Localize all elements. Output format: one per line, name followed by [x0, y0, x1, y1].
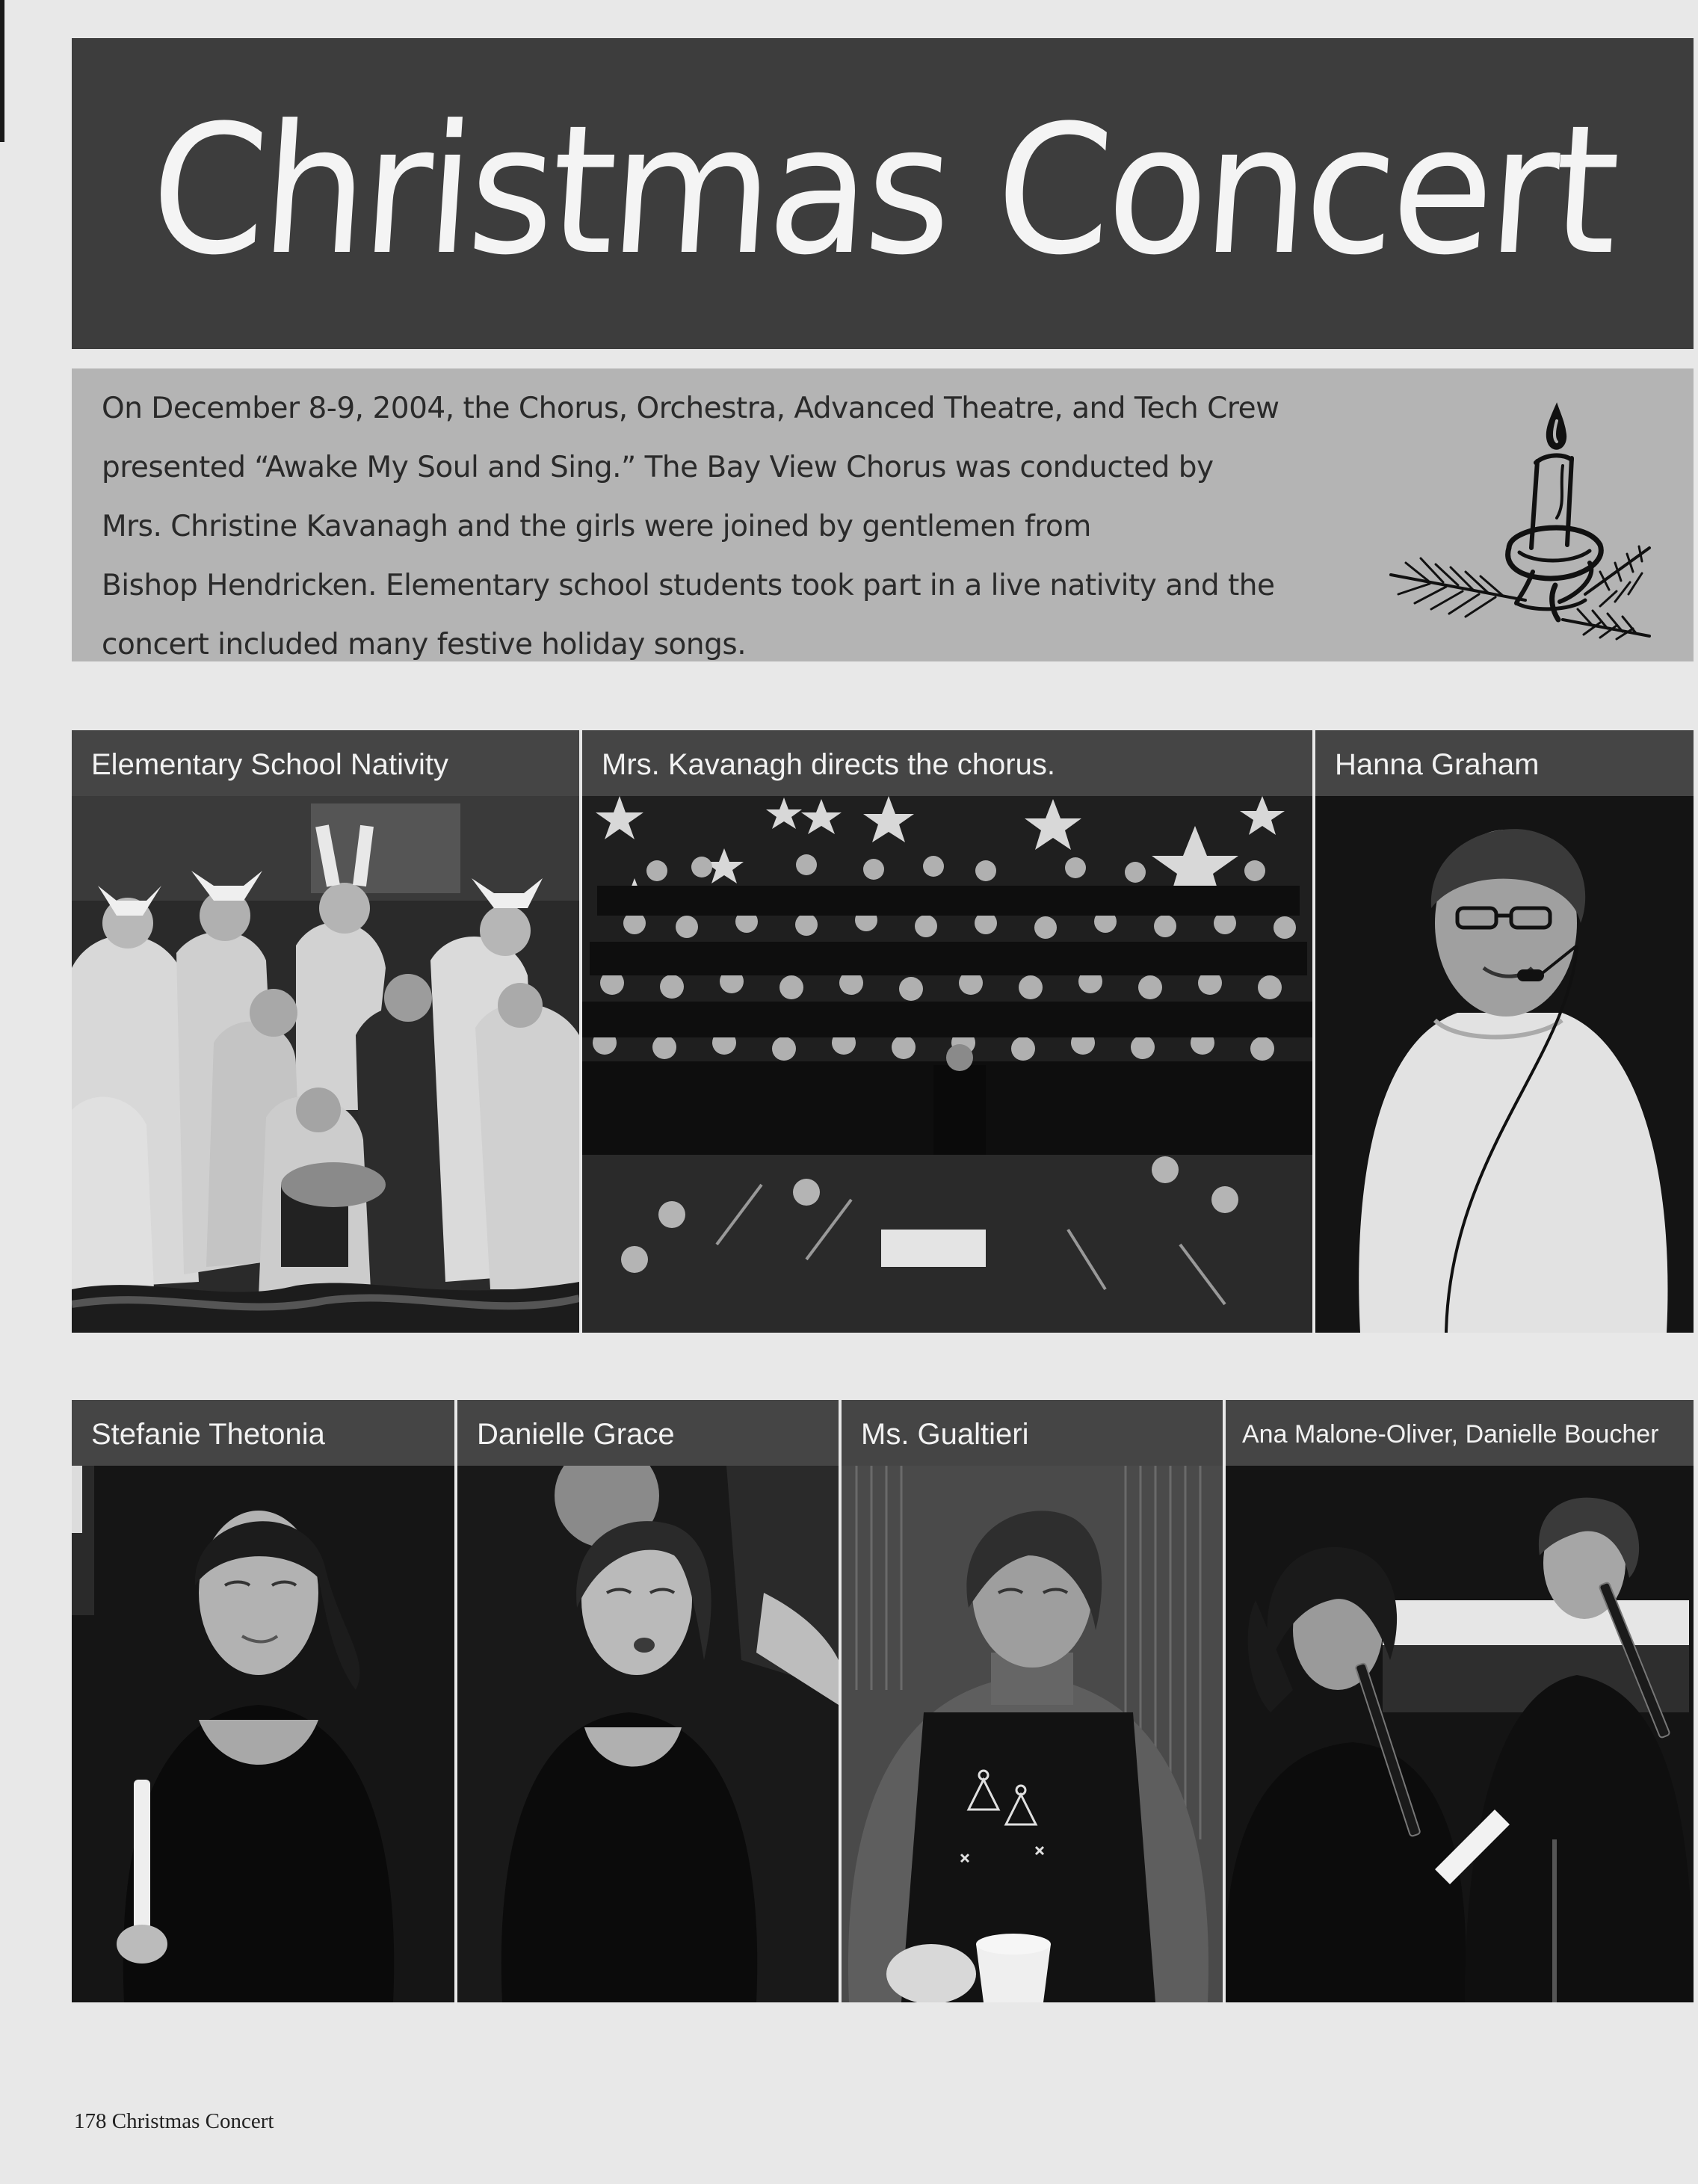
chorus-photo-image	[582, 796, 1312, 1333]
intro-line: concert included many festive holiday songs.	[102, 628, 747, 661]
photo-caption: Elementary School Nativity	[72, 730, 579, 796]
photo-caption: Hanna Graham	[1315, 730, 1694, 796]
photo-caption: Ms. Gualtieri	[842, 1400, 1223, 1466]
photo-ms-gualtieri	[842, 1400, 1223, 2002]
photo-stefanie-thetonia	[72, 1400, 454, 2002]
danielle-grace-photo-image	[457, 1466, 839, 2002]
page-title: Christmas Concert	[144, 87, 1621, 294]
folio-section-title: Christmas Concert	[111, 2109, 274, 2133]
intro-line: presented “Awake My Soul and Sing.” The Bay View Chorus was conducted by	[102, 451, 1214, 484]
page-folio	[74, 2109, 274, 2134]
intro-line: Bishop Hendricken. Elementary school students took part in a live nativity and the	[102, 569, 1275, 602]
photo-ana-malone-oliver-danielle-boucher	[1226, 1400, 1694, 2002]
nativity-photo-image	[72, 796, 579, 1333]
photo-caption: Ana Malone-Oliver, Danielle Boucher	[1226, 1400, 1694, 1466]
page-number: 178	[74, 2109, 107, 2133]
intro-line: On December 8-9, 2004, the Chorus, Orchestra, Advanced Theatre, and Tech Crew	[102, 392, 1279, 425]
photo-caption: Stefanie Thetonia	[72, 1400, 454, 1466]
intro-paragraph	[102, 379, 1335, 674]
intro-line: Mrs. Christine Kavanagh and the girls were joined by gentlemen from	[102, 510, 1091, 543]
photo-chorus	[582, 730, 1312, 1333]
stefanie-thetonia-photo-image	[72, 1466, 454, 2002]
photo-nativity	[72, 730, 579, 1333]
hanna-graham-photo-image	[1315, 796, 1694, 1333]
page-edge-mark	[0, 0, 4, 142]
ms-gualtieri-photo-image	[842, 1466, 1223, 2002]
photo-caption: Danielle Grace	[457, 1400, 839, 1466]
photo-danielle-grace	[457, 1400, 839, 2002]
photo-caption: Mrs. Kavanagh directs the chorus.	[582, 730, 1312, 796]
title-banner	[72, 38, 1694, 349]
photo-hanna-graham	[1315, 730, 1694, 1333]
intro-box	[72, 368, 1694, 661]
clarinet-players-photo-image	[1226, 1466, 1694, 2002]
candle-icon	[1383, 398, 1652, 645]
